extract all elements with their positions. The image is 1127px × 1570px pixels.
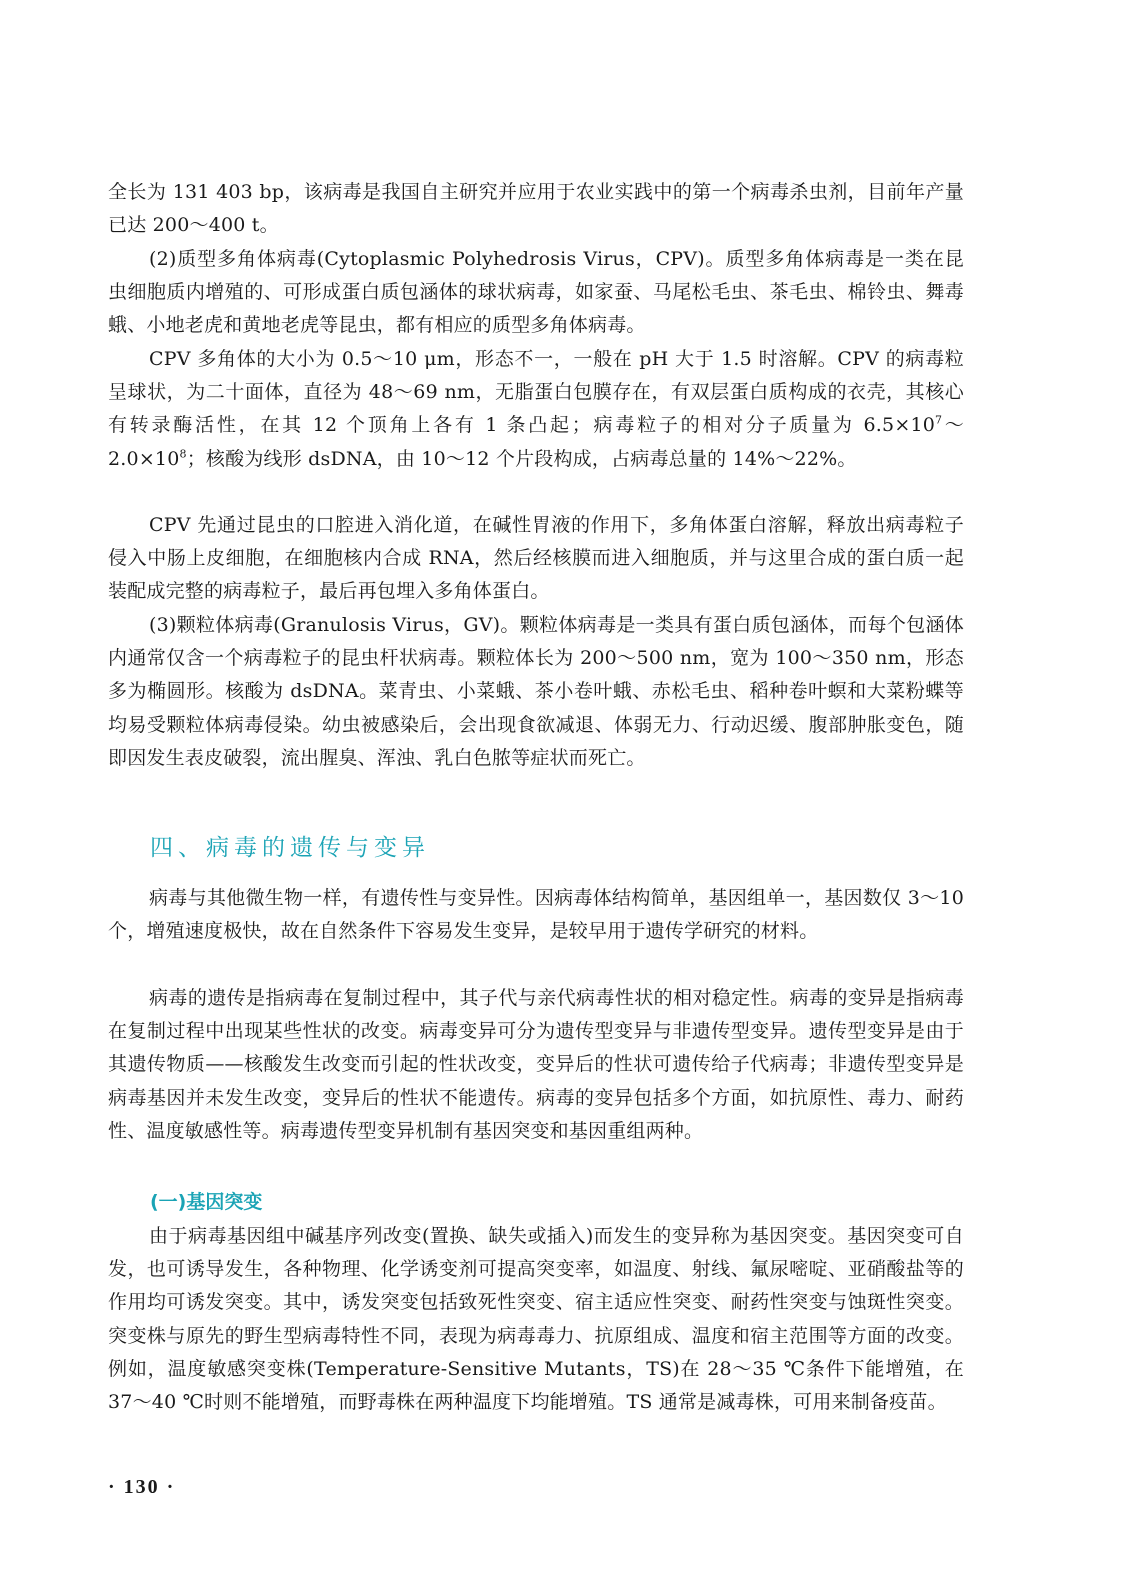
superscript: 8 xyxy=(179,447,187,461)
text-block-cpv-morphology xyxy=(108,343,964,476)
text-run: ～2.0×10 xyxy=(108,414,964,470)
paragraph: (2)质型多角体病毒(Cytoplasmic Polyhedrosis Virus，CPV)。质型多角体病毒是一类在昆虫细胞质内增殖的、可形成蛋白质包涵体的球状病毒，如家蚕、马尾松毛虫、茶毛虫、棉铃虫、舞毒蛾、小地老虎和黄地老虎等昆虫，都有相应的质型多角体病毒。 xyxy=(108,248,964,337)
paragraph: 全长为 131 403 bp，该病毒是我国自主研究并应用于农业实践中的第一个病毒杀虫剂，目前年产量已达 200～400 t。 xyxy=(108,181,964,237)
paragraph: 病毒的遗传是指病毒在复制过程中，其子代与亲代病毒性状的相对稳定性。病毒的变异是指病毒在复制过程中出现某些性状的改变。病毒变异可分为遗传型变异与非遗传型变异。遗传型变异是由于其遗传物质——核酸发生改变而引起的性状改变，变异后的性状可遗传给子代病毒；非遗传型变异是病毒基因并未发生改变，变异后的性状不能遗传。病毒的变异包括多个方面，如抗原性、毒力、耐药性、温度敏感性等。病毒遗传型变异机制有基因突变和基因重组两种。 xyxy=(108,987,964,1142)
superscript: 7 xyxy=(935,414,943,428)
text-run: CPV 多角体的大小为 0.5～10 μm，形态不一，一般在 pH 大于 1.5 时溶解。CPV 的病毒粒呈球状，为二十面体，直径为 48～69 nm，无脂蛋白包膜存在，有双层蛋白质构成的衣壳，其核心有转录酶活性，在其 12 个顶角上各有 1 条凸起；病毒粒子的相对分子质量为 6.5×10 xyxy=(108,348,964,437)
paragraph xyxy=(108,343,964,476)
page-number: · 130 · xyxy=(108,1476,176,1498)
text-block-gv xyxy=(108,609,964,775)
paragraph: (3)颗粒体病毒(Granulosis Virus，GV)。颗粒体病毒是一类具有蛋白质包涵体，而每个包涵体内通常仅含一个病毒粒子的昆虫杆状病毒。颗粒体长为 200～500 nm，宽为 100～350 nm，形态多为椭圆形。核酸为 dsDNA。菜青虫、小菜蛾、茶小卷叶蛾、赤松毛虫、稻种卷叶螟和大菜粉蝶等均易受颗粒体病毒侵染。幼虫被感染后，会出现食欲减退、体弱无力、行动迟缓、腹部肿胀变色，随即因发生表皮破裂，流出腥臭、浑浊、乳白色脓等症状而死亡。 xyxy=(108,614,964,769)
paragraph: 由于病毒基因组中碱基序列改变(置换、缺失或插入)而发生的变异称为基因突变。基因突变可自发，也可诱导发生，各种物理、化学诱变剂可提高突变率，如温度、射线、氟尿嘧啶、亚硝酸盐等的作用均可诱发突变。其中，诱发突变包括致死性突变、宿主适应性突变、耐药性突变与蚀斑性突变。突变株与原先的野生型病毒特性不同，表现为病毒毒力、抗原组成、温度和宿主范围等方面的改变。例如，温度敏感突变株(Temperature-Sensitive Mutants，TS)在 28～35 ℃条件下能增殖，在 37～40 ℃时则不能增殖，而野毒株在两种温度下均能增殖。TS 通常是减毒株，可用来制备疫苗。 xyxy=(108,1225,964,1414)
section-heading: 四、病毒的遗传与变异 xyxy=(150,835,430,861)
text-block-genome-length xyxy=(108,176,964,242)
subsection-heading: (一)基因突变 xyxy=(150,1191,263,1213)
text-block-heredity-intro xyxy=(108,882,964,948)
text-block-heredity-variation xyxy=(108,982,964,1148)
paragraph: 病毒与其他微生物一样，有遗传性与变异性。因病毒体结构简单，基因组单一，基因数仅 3～10 个，增殖速度极快，故在自然条件下容易发生变异，是较早用于遗传学研究的材料。 xyxy=(108,887,964,943)
paragraph: CPV 先通过昆虫的口腔进入消化道，在碱性胃液的作用下，多角体蛋白溶解，释放出病毒粒子侵入中肠上皮细胞，在细胞核内合成 RNA，然后经核膜而进入细胞质，并与这里合成的蛋白质一起装配成完整的病毒粒子，最后再包埋入多角体蛋白。 xyxy=(108,514,964,603)
text-block-cpv-infection xyxy=(108,509,964,609)
text-run: ；核酸为线形 dsDNA，由 10～12 个片段构成，占病毒总量的 14%～22%。 xyxy=(186,447,857,470)
text-block-gene-mutation xyxy=(108,1220,964,1419)
text-block-cpv-intro xyxy=(108,243,964,343)
